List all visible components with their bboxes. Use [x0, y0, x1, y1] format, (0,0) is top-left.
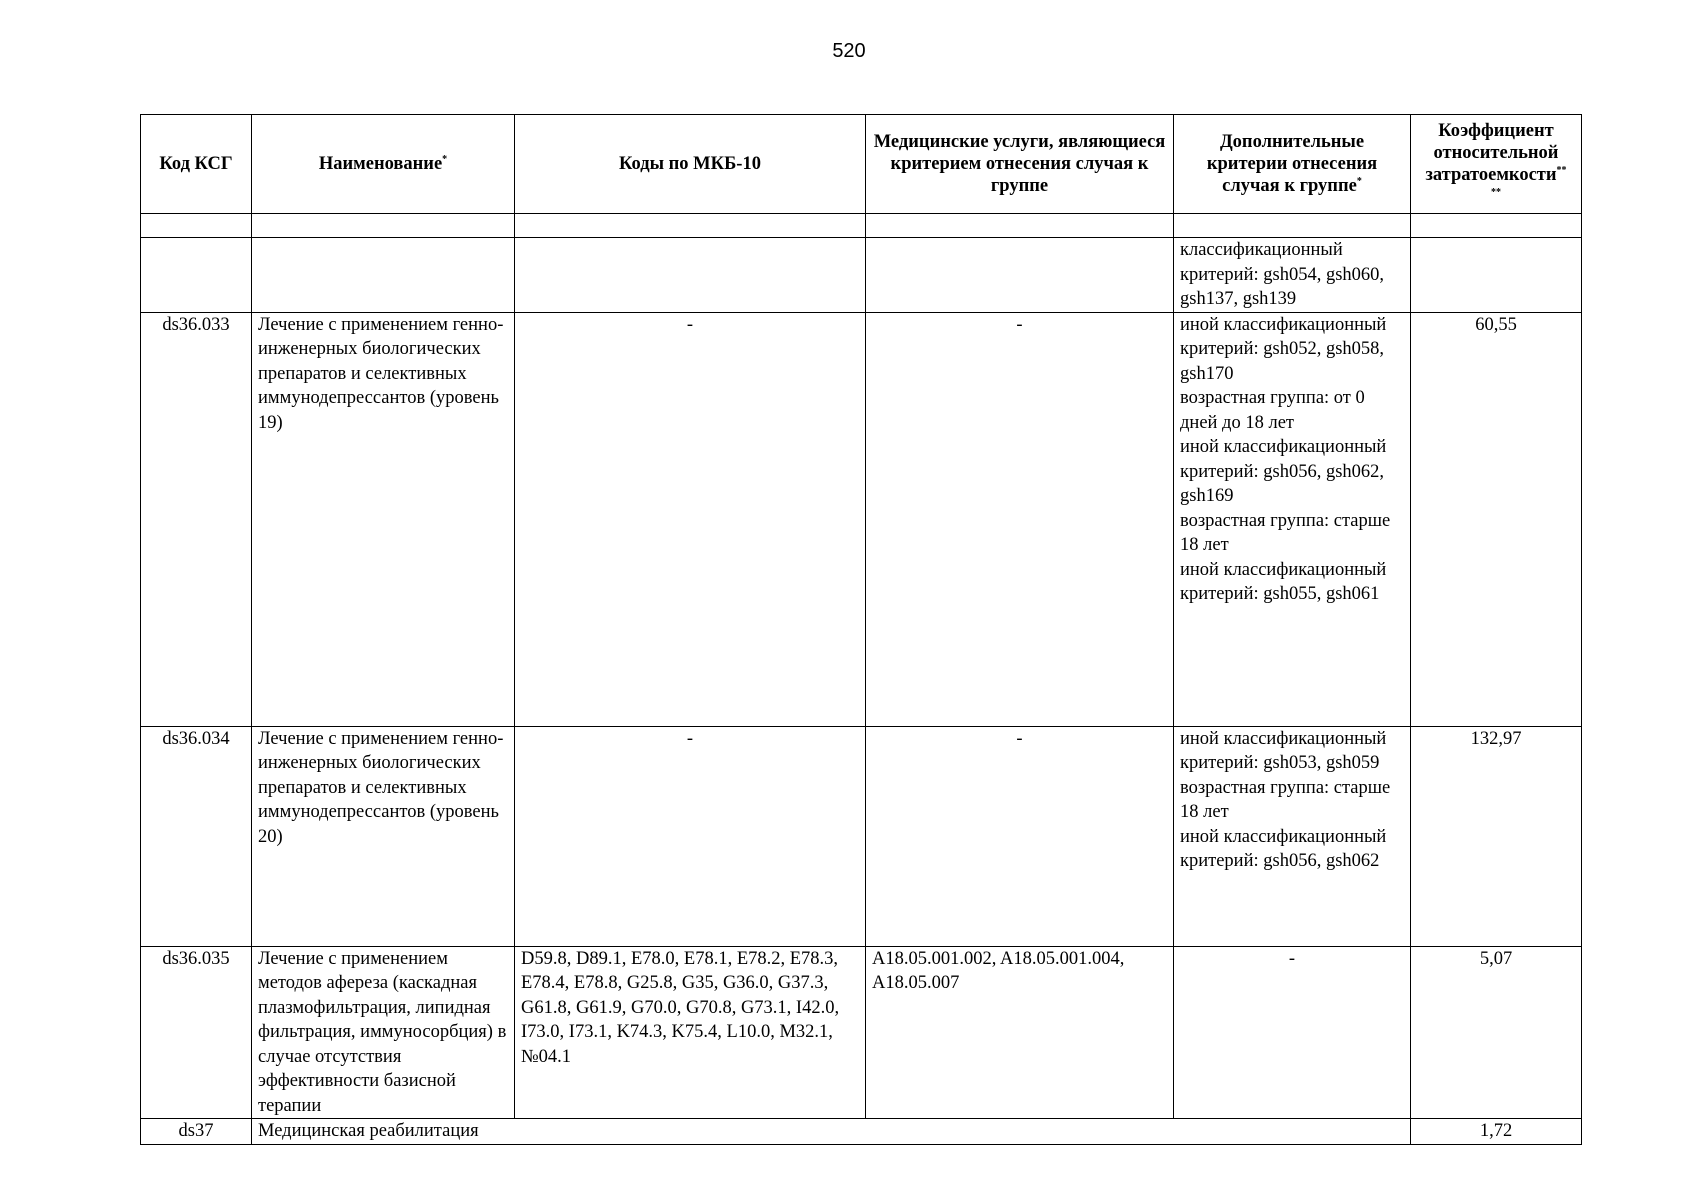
- header-name: Наименование*: [252, 115, 515, 214]
- criterion-line: возрастная группа: старше 18 лет: [1180, 510, 1391, 555]
- extra-cell: [1174, 726, 1411, 946]
- footnote-mark: *: [1356, 175, 1362, 187]
- ksg-table: [140, 114, 1582, 1145]
- header-mkb: Коды по МКБ-10: [515, 115, 866, 214]
- footnote-mark: **: [1491, 186, 1501, 198]
- extra-cell: классификационный критерий: gsh054, gsh060, gsh137, gsh139: [1174, 238, 1411, 313]
- services-cell: -: [866, 726, 1174, 946]
- code-cell: ds36.033: [141, 312, 252, 726]
- name-cell: Лечение с применением методов афереза (каскадная плазмофильтрация, липидная фильтрация, иммуносорбция) в случае отсутствия эффективности базисной терапии: [252, 946, 515, 1119]
- footnote-mark: *: [442, 153, 448, 165]
- header-code: Код КСГ: [141, 115, 252, 214]
- criterion-line: иной классификационный критерий: gsh053, gsh059: [1180, 728, 1387, 773]
- criterion-line: иной классификационный критерий: gsh056, gsh062, gsh169: [1180, 437, 1387, 506]
- extra-cell: [1174, 312, 1411, 726]
- page-number: 520: [832, 40, 866, 62]
- criterion-line: иной классификационный критерий: gsh055, gsh061: [1180, 559, 1387, 604]
- group-row: [141, 1119, 1582, 1145]
- header-services: Медицинские услуги, являющиеся критерием отнесения случая к группе: [866, 115, 1174, 214]
- services-cell: -: [866, 312, 1174, 726]
- footnote-mark: **: [1556, 164, 1567, 176]
- table-row: [141, 238, 1582, 313]
- criterion-line: иной классификационный критерий: gsh052, gsh058, gsh170: [1180, 314, 1387, 384]
- mkb-cell: D59.8, D89.1, E78.0, E78.1, E78.2, E78.3, E78.4, E78.8, G25.8, G35, G36.0, G37.3, G61.8, G61.9, G70.0, G70.8, G73.1, I42.0, I73.0, I73.1, K74.3, K75.4, L10.0, M32.1, №04.1: [515, 946, 866, 1119]
- mkb-cell: -: [515, 312, 866, 726]
- code-cell: ds37: [141, 1119, 252, 1145]
- mkb-cell: -: [515, 726, 866, 946]
- criterion-line: иной классификационный критерий: gsh056, gsh062: [1180, 826, 1387, 871]
- coef-cell: 1,72: [1411, 1119, 1582, 1145]
- coef-cell: 5,07: [1411, 946, 1582, 1119]
- coef-cell: 60,55: [1411, 312, 1582, 726]
- table-row: [141, 946, 1582, 1119]
- name-cell: Лечение с применением генно-инженерных биологических препаратов и селективных иммунодепрессантов (уровень 20): [252, 726, 515, 946]
- name-cell: Лечение с применением генно-инженерных биологических препаратов и селективных иммунодепрессантов (уровень 19): [252, 312, 515, 726]
- code-cell: ds36.035: [141, 946, 252, 1119]
- criterion-line: возрастная группа: от 0 дней до 18 лет: [1180, 388, 1365, 433]
- table-row: [141, 726, 1582, 946]
- table-header: [141, 115, 1582, 214]
- criterion-line: -: [1288, 948, 1296, 969]
- header-extra: Дополнительные критерии отнесения случая к группе*: [1174, 115, 1411, 214]
- spacer-row: [141, 214, 1582, 238]
- code-cell: ds36.034: [141, 726, 252, 946]
- criterion-line: возрастная группа: старше 18 лет: [1180, 777, 1391, 822]
- coef-cell: 132,97: [1411, 726, 1582, 946]
- extra-cell: [1174, 946, 1411, 1119]
- table-row: [141, 312, 1582, 726]
- group-name-cell: Медицинская реабилитация: [252, 1119, 1411, 1145]
- header-coef: Коэффициент относительной затратоемкости** **: [1411, 115, 1582, 214]
- services-cell: A18.05.001.002, A18.05.001.004, A18.05.007: [866, 946, 1174, 1119]
